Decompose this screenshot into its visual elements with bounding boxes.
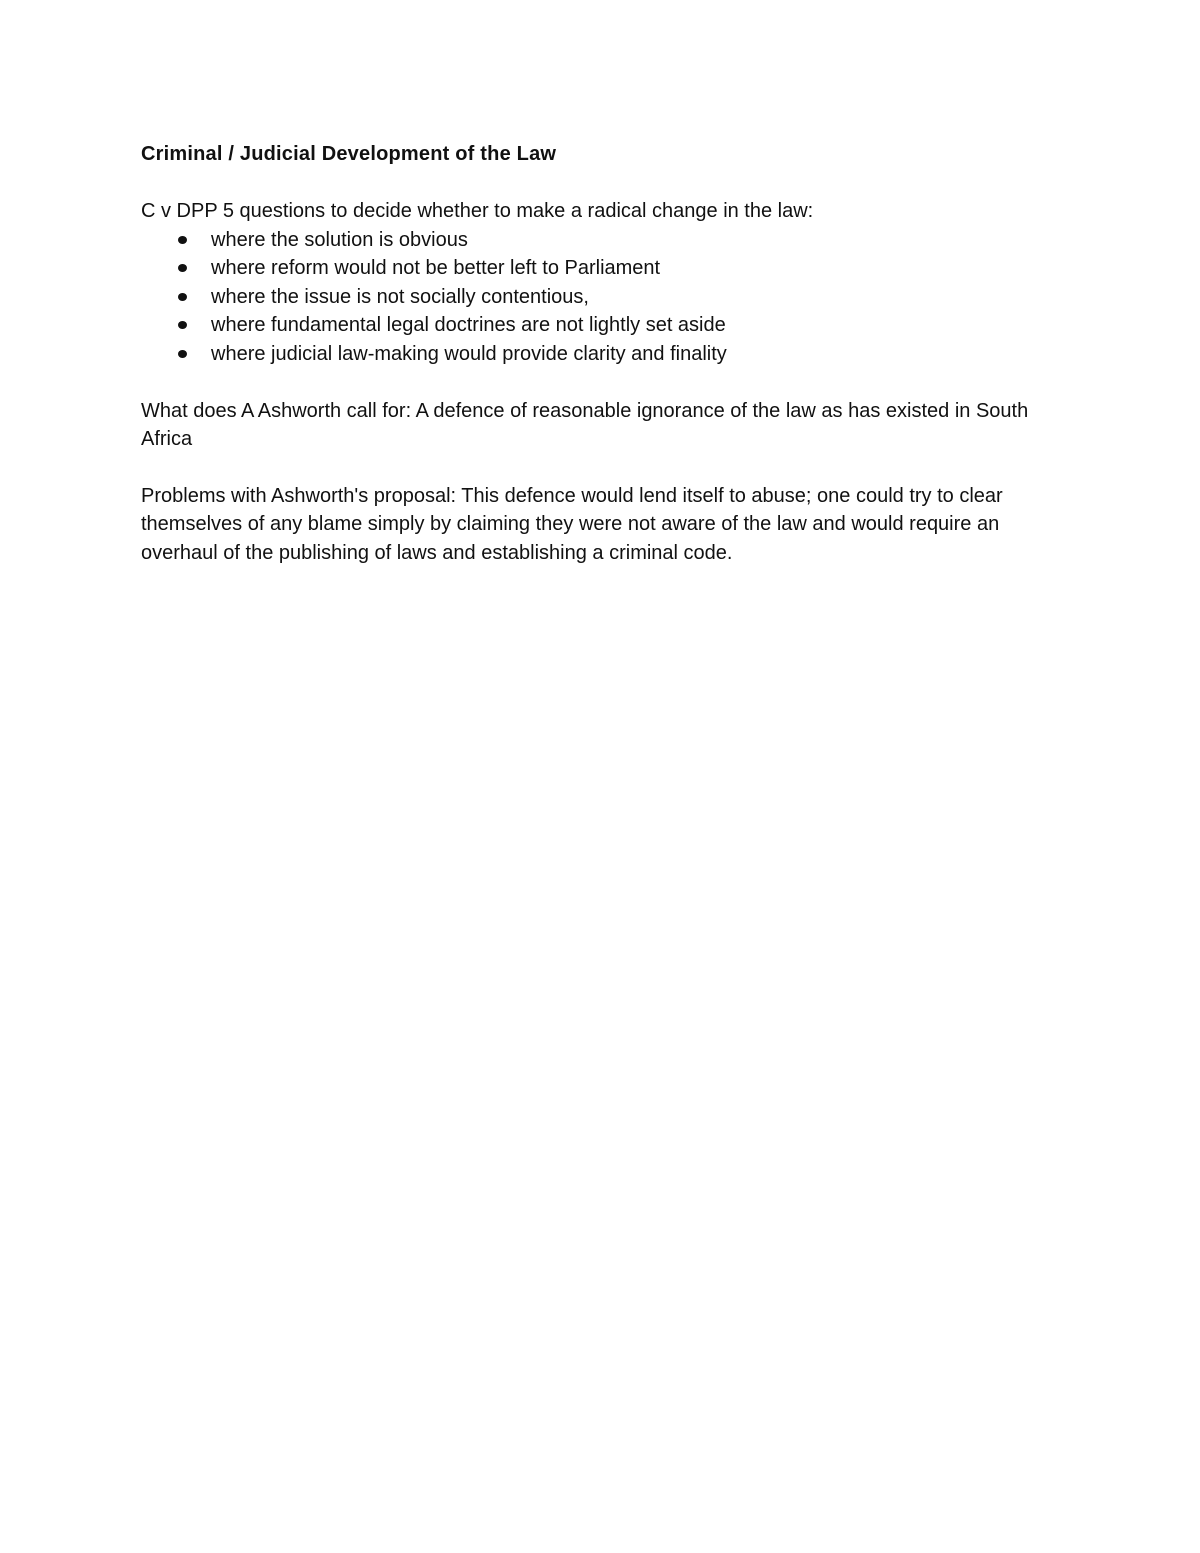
list-item-text: where fundamental legal doctrines are not lightly set aside [211, 314, 726, 337]
list-item [141, 340, 1071, 369]
bullet-icon [178, 350, 187, 358]
bullet-icon [178, 236, 187, 244]
problems-paragraph: Problems with Ashworth's proposal: This defence would lend itself to abuse; one could try to clear themselves of any blame simply by claiming they were not aware of the law and would require an overhaul of the publishing of laws and establishing a criminal code. [141, 484, 1003, 564]
criteria-list [141, 226, 1071, 369]
intro-paragraph: C v DPP 5 questions to decide whether to make a radical change in the law: [141, 200, 814, 222]
ashworth-paragraph: What does A Ashworth call for: A defence of reasonable ignorance of the law as has existed in South Africa [141, 399, 1029, 451]
page-title: Criminal / Judicial Development of the Law [141, 143, 557, 165]
list-item [141, 311, 1071, 340]
bullet-icon [178, 264, 187, 272]
bullet-icon [178, 321, 187, 329]
list-item [141, 254, 1071, 283]
list-item-text: where the solution is obvious [211, 228, 468, 251]
list-item-text: where reform would not be better left to Parliament [211, 257, 661, 280]
document-body [141, 140, 1071, 568]
bullet-icon [178, 293, 187, 301]
list-item [141, 283, 1071, 312]
list-item-text: where the issue is not socially contentious, [211, 285, 589, 308]
list-item [141, 226, 1071, 255]
list-item-text: where judicial law-making would provide clarity and finality [211, 342, 727, 365]
